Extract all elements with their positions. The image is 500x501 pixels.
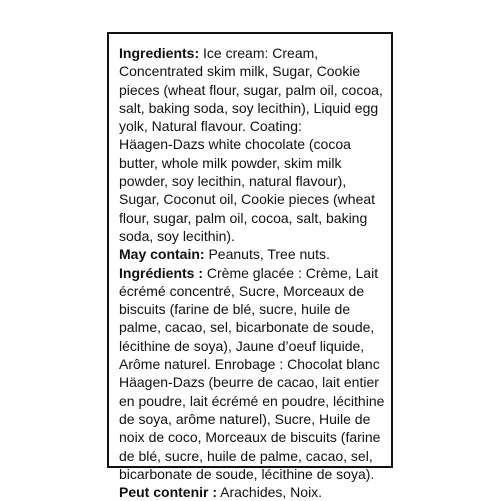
french-ingredients-line: lécithine de soya), Jaune d’oeuf liquide, — [119, 337, 365, 354]
english-ingredients-line: salt, baking soda, soy lecithin), Liquid egg — [119, 99, 379, 116]
french-ingredients-heading: Ingrédients : — [119, 264, 204, 281]
english-may-contain-line — [119, 245, 391, 263]
english-ingredients-line: powder, soy lecithin, natural flavour), — [119, 173, 347, 190]
french-ingredients-line: de blé, sucre, huile de palme, cacao, sel, — [119, 447, 373, 464]
english-ingredients-first-line — [119, 44, 391, 62]
french-ingredients-line: de soya, arôme naturel), Sucre, Huile de — [119, 410, 371, 427]
french-ingredients-line: noix de coco, Morceaux de biscuits (farine — [119, 429, 381, 446]
french-ingredients-line: Arôme naturel. Enrobage : Chocolat blanc — [119, 356, 380, 373]
english-ingredients-line: pieces (wheat flour, sugar, palm oil, cocoa, — [119, 81, 383, 98]
french-may-contain-heading: Peut contenir : — [119, 484, 218, 501]
english-may-contain-heading: May contain: — [119, 246, 205, 263]
french-may-contain-text: Arachides, Noix. — [217, 484, 323, 501]
french-may-contain-line — [119, 483, 391, 501]
english-ingredients-line: butter, whole milk powder, skim milk — [119, 154, 342, 171]
french-ingredients-line: bicarbonate de soude, lécithine de soya). — [119, 465, 375, 482]
english-ingredients-line: Häagen-Dazs white chocolate (cocoa — [119, 136, 351, 153]
english-ingredients-line: yolk, Natural flavour. Coating: — [119, 118, 302, 135]
french-ingredients-line: en poudre, lait écrémé en poudre, lécithine — [119, 392, 385, 409]
english-ingredients-line: Sugar, Coconut oil, Cookie pieces (wheat — [119, 191, 376, 208]
english-may-contain-text: Peanuts, Tree nuts. — [204, 246, 330, 263]
french-ingredients-line: Häagen-Dazs (beurre de cacao, lait entier — [119, 374, 379, 391]
english-ingredients-line: soda, soy lecithin). — [119, 227, 235, 244]
english-ingredients-text: Ice cream: Cream, — [199, 45, 319, 61]
french-ingredients-text: Crème glacée : Crème, Lait — [203, 264, 379, 281]
french-ingredients-line: palme, cacao, sel, bicarbonate de soude, — [119, 319, 375, 336]
english-ingredients-heading: Ingredients: — [119, 45, 200, 61]
ingredients-text-block — [119, 44, 391, 501]
english-ingredients-line: flour, sugar, palm oil, cocoa, salt, baking — [119, 209, 368, 226]
french-ingredients-line: écrémé concentré, Sucre, Morceaux de — [119, 282, 365, 299]
french-ingredients-first-line — [119, 264, 391, 282]
english-ingredients-line: Concentrated skim milk, Sugar, Cookie — [119, 63, 361, 80]
french-ingredients-line: biscuits (farine de blé, sucre, huile de — [119, 301, 351, 318]
ingredients-panel — [107, 32, 393, 501]
